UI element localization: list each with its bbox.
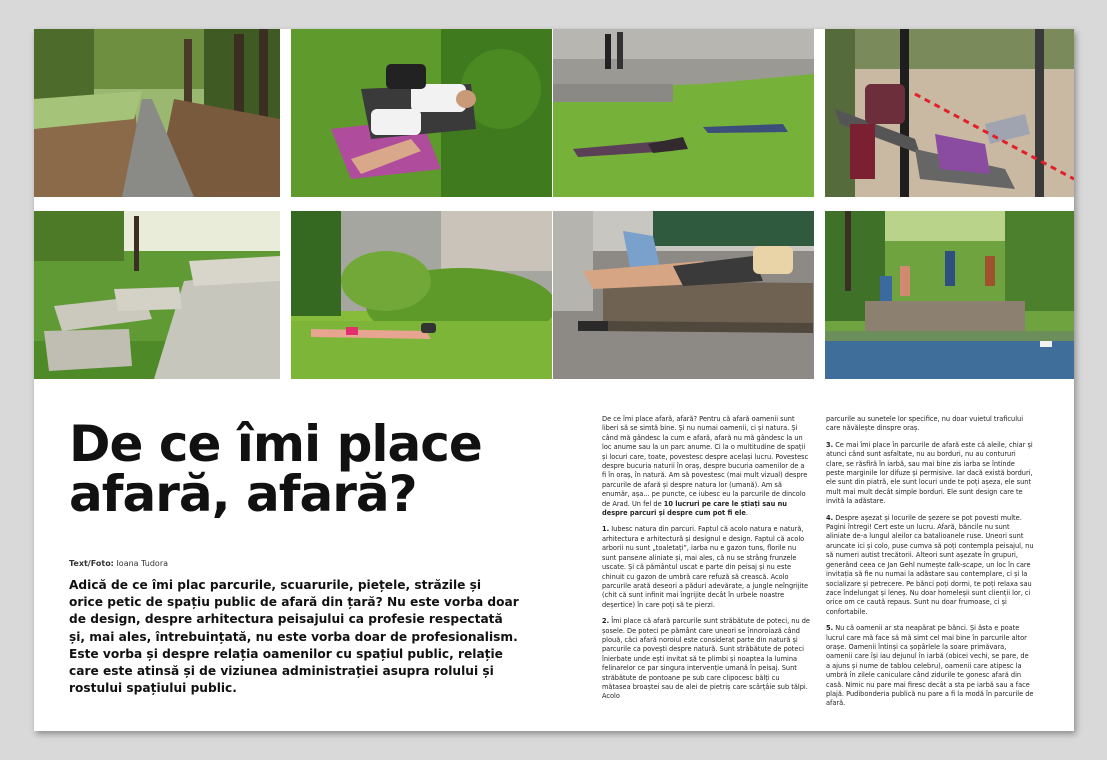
body-paragraph-2 [602,617,810,702]
body-paragraph-continued: parcurile au sunetele lor specifice, nu doar vuietul traficului care năvălește dinspre oraș. [826,415,1024,433]
intro-highlight: 10 lucruri pe care le știați sau nu despre parcuri și despre cum pot fi ele [602,499,787,518]
article-title [69,415,482,523]
intro-text: De ce îmi place afară, afară? Pentru că afară oamenii sunt liberi să se simtă bine. Și nu numai oamenii, ci și natura. Și când mă gândesc la cum e afară, afară nu mă gândesc la un loc anume sau la un parc anume. Ci la o multitudine de spații și locuri care, toate, povestesc despre același lucru. Povestesc despre bucuria naturii în oraș, despre bucuria oamenilor de a fi în oraș, în natură. Am să povestesc (mai mult vizual) despre parcurile de afară și despre natura lor (umană). Am să enumăr, așa... pe puncte, ce iubesc eu la parcurile de dincolo de Arad. Un fel de [602,415,809,508]
body-paragraph-4 [826,514,1034,617]
point-text-4b: , un loc în care invitația să fie nu numai la adăstare sau contemplare, ci și la socializare și petrecere. Pe bănci poți dormi, te poți relaxa sau zace îndelungat și leneș. Nu doar homeleșii sunt clienții lor, ci orice om ce caută repaus. Sunt nu doar frumoase, ci și confortabile. [826,560,1032,616]
byline [69,559,168,568]
magazine-spread [34,29,1074,731]
body-paragraph-3 [826,441,1034,507]
body-paragraph-1 [602,525,810,610]
photo-people-on-grass [291,29,552,197]
photo-stone-slabs [34,211,280,379]
intro-end: . [745,509,748,518]
body-column-1 [602,415,810,709]
point-number-3: 3. [826,440,834,449]
point-number-1: 1. [602,525,610,534]
point-text-1: Iubesc natura din parcuri. Faptul că acolo natura e natură, arhitectura e arhitectură și designul e design. Faptul că acolo arborii nu sunt „toaletați”, iarba nu e gazon tuns, florile nu sunt panseле aliniate și, mai ales, că nu se strâng frunzele uscate. Și că pământul uscat e parte din peisaj și nu este chinuit cu gazon de umbră care refuză să crească. Acolo parcurile arată deseori a păduri adevărate, a jungle neîngrijite (chit că sunt infinit mai îngrijite decât în urbele noastre deșertice) în care poți să te pierzi. [602,525,808,609]
photo-park-path [34,29,280,197]
point-text-2: Îmi place că afară parcurile sunt străbătute de poteci, nu de șosele. De poteci pe pământ care uneori se înnoroiază când plouă, căci afară noroiul este considerat parte din natură și parcurile ca povești despre natură. Sunt străbătute de poteci înierbate unde ești invitat să te plimbi și noaptea la lumina felinarelor ce par singura intervenție umană în peisaj. Sunt străbătute de pontoane pe sub care clipocesc bălți cu mătasea broaștei sau de alei de pietriș care scârțâie sub tălpi. Acolo [602,617,810,701]
body-paragraph-5 [826,624,1034,709]
point-text-3: Ce mai îmi place în parcurile de afară este că aleile, chiar și atunci când sunt asfaltate, nu au borduri, nu au contururi clare, se răsfiră în iarbă, sau mai bine zis iarba se întinde peste marginile lor difuze și permisive. Iar dacă există borduri, ele sunt din piatră, ele sunt locuri unde te poți așeza, ele sunt mult mai mult decât simple borduri. Ele sunt design care te invită la adăstare. [826,440,1033,506]
title-line-1: De ce îmi place [69,415,482,473]
point-number-2: 2. [602,617,610,626]
point-text-4a: Despre așezat și locurile de șezere se pot povesti multe. Pagini întregi! Cert este un lucru. Afară, băncile nu sunt aliniate de-a lungul aleilor ca batalioanele ruse. Uneori sunt aruncate ici și colo, puse cumva să poți contempla peisajul, nu să numeri autist trecătorii. Alteori sunt așezate în grupuri, generând ceea ce Jan Gehl numește [826,513,1034,569]
photo-lawn-sunbathers [553,29,814,197]
photo-man-on-bench [553,211,814,379]
point-number-5: 5. [826,624,834,633]
photo-woman-on-lawn [291,211,552,379]
body-column-2 [826,415,1034,716]
photo-riverside-people [825,211,1074,379]
point-text-4-term: talk-scape [947,560,982,569]
byline-author: Ioana Tudora [116,559,169,568]
body-paragraph-intro [602,415,810,518]
point-text-5: Nu că oamenii ar sta neapărat pe bănci. Și ăsta e poate lucrul care mă face să mă simt cel mai bine în parcurile altor orașe. Oamenii întinși ca șopârlele la soare primăvara, oamenii care își iau dejunul în iarbă (obicei vechi, se pare, de a ajuns și nume de tablou celebru), oamenii care atipesc la umbră în zilele caniculare când zidurile te gonesc afară din casă. Nimic nu pare mai firesc decât a sta pe iarbă sau a face plajă. Pudibonderia publică nu pare a fi la modă în parcurile de afară. [826,624,1034,708]
lead-paragraph: Adică de ce îmi plac parcurile, scuarurile, piețele, străzile și orice petic de spațiu public de afară din țară? Nu este vorba doar de design, despre arhitectura peisajului ca profesie respectată și, mai ales, întrebuințată, nu este vorba doar de profesionalism. Este vorba și despre relația oamenilor cu spațiul public, relație care este atinsă și de viziunea administrației asupra rolului și rostului spațiului public. [69,578,519,696]
byline-label: Text/Foto: [69,559,114,568]
title-line-2: afară, afară? [69,465,417,523]
point-number-4: 4. [826,513,834,522]
photo-deckchair-readers [825,29,1074,197]
